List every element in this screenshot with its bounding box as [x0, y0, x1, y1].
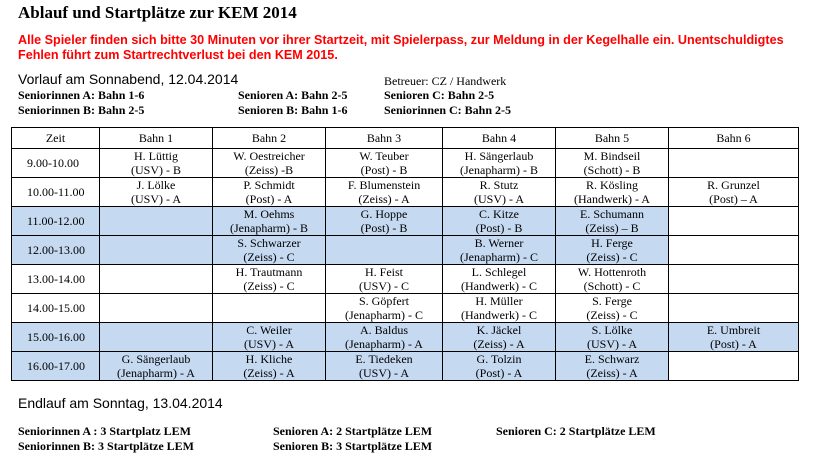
startplaetze-col1 — [18, 424, 194, 454]
player-cell — [213, 352, 326, 381]
column-header: Bahn 3 — [326, 128, 443, 149]
player-club: (Post) - A — [245, 192, 293, 206]
column-header: Bahn 6 — [669, 128, 799, 149]
player-name: J. Lölke — [136, 178, 176, 192]
player-name: P. Schmidt — [243, 178, 295, 192]
player-name: H. Lüttig — [134, 149, 178, 163]
time-cell: 10.00-11.00 — [12, 178, 100, 207]
column-header: Bahn 5 — [556, 128, 669, 149]
player-name: S. Göpfert — [359, 294, 409, 308]
startplaetze-item: Seniorinnen B: 3 Startplätze LEM — [18, 439, 194, 453]
player-name: G. Sängerlaub — [121, 352, 191, 366]
player-cell — [213, 323, 326, 352]
player-club: (Handwerk) - C — [461, 279, 537, 293]
player-club: (Zeiss) - A — [586, 366, 638, 380]
player-cell — [326, 207, 443, 236]
startplaetze-col2 — [273, 424, 432, 454]
empty-lane-cell — [100, 207, 213, 236]
player-club: (Schott) - C — [583, 279, 641, 293]
player-cell — [326, 178, 443, 207]
empty-lane-cell — [100, 323, 213, 352]
empty-lane-cell — [669, 207, 799, 236]
player-name: H. Müller — [475, 294, 523, 308]
player-name: H. Trautmann — [235, 265, 303, 279]
lane-allocation-item: Seniorinnen B: Bahn 2-5 — [18, 103, 145, 117]
player-club: (Handwerk) - C — [461, 308, 537, 322]
schedule-table — [11, 127, 799, 381]
player-club: (Zeiss) – B — [585, 221, 639, 235]
player-name: B. Werner — [474, 236, 524, 250]
player-club: (Jenapharm) - A — [345, 337, 423, 351]
startplaetze-col3 — [496, 424, 656, 439]
startplaetze-item: Senioren B: 3 Startplätze LEM — [273, 439, 433, 453]
lane-allocation-item: Senioren B: Bahn 1-6 — [238, 103, 348, 117]
table-row — [12, 207, 799, 236]
player-name: G. Tolzin — [476, 352, 522, 366]
empty-lane-cell — [669, 236, 799, 265]
player-club: (Zeiss) - C — [243, 279, 295, 293]
empty-lane-cell — [669, 149, 799, 178]
player-cell — [326, 352, 443, 381]
player-name: G. Hoppe — [360, 207, 408, 221]
player-cell — [443, 236, 556, 265]
player-name: H. Ferge — [591, 236, 633, 250]
player-cell — [443, 149, 556, 178]
startplaetze-item: Seniorinnen A : 3 Startplatz LEM — [18, 424, 192, 438]
player-club: (Post) – A — [709, 192, 758, 206]
player-name: R. Grunzel — [707, 178, 760, 192]
player-name: S. Lölke — [591, 323, 633, 337]
player-name: A. Baldus — [360, 323, 408, 337]
table-row — [12, 265, 799, 294]
player-club: (Post) - B — [360, 221, 408, 235]
player-cell — [556, 236, 669, 265]
player-club: (USV) - A — [359, 366, 409, 380]
empty-lane-cell — [100, 294, 213, 323]
table-row — [12, 149, 799, 178]
player-name: E. Schwarz — [584, 352, 640, 366]
empty-lane-cell — [669, 352, 799, 381]
player-cell — [443, 323, 556, 352]
player-cell — [556, 149, 669, 178]
table-row — [12, 178, 799, 207]
player-club: (Jenapharm) - C — [460, 250, 538, 264]
time-cell: 9.00-10.00 — [12, 149, 100, 178]
player-club: (USV) - A — [474, 192, 524, 206]
player-club: (USV) - A — [244, 337, 294, 351]
endlauf-heading: Endlauf am Sonntag, 13.04.2014 — [18, 395, 223, 411]
notice-text: Alle Spieler finden sich bitte 30 Minuten vor ihrer Startzeit, mit Spielerpass, zur Meldung in der Kegelhalle ein. Unentschuldigtes Fehlen führt zum Startrechtverlust bei den KEM 2015. — [18, 33, 784, 62]
player-cell — [326, 294, 443, 323]
time-cell: 11.00-12.00 — [12, 207, 100, 236]
betreuer-text: Betreuer: CZ / Handwerk — [384, 74, 507, 88]
player-club: (USV) - A — [131, 192, 181, 206]
empty-lane-cell — [326, 236, 443, 265]
player-name: H. Kliche — [245, 352, 293, 366]
player-name: K. Jäckel — [476, 323, 522, 337]
player-club: (Jenapharm) - A — [117, 366, 195, 380]
player-name: R. Kösling — [585, 178, 638, 192]
player-club: (Post) - B — [360, 163, 408, 177]
player-cell — [556, 294, 669, 323]
lane-allocation-col2 — [238, 88, 347, 118]
player-name: F. Blumenstein — [347, 178, 421, 192]
column-header: Bahn 2 — [213, 128, 326, 149]
time-cell: 15.00-16.00 — [12, 323, 100, 352]
table-header-row — [12, 128, 799, 149]
player-cell — [556, 352, 669, 381]
player-club: (USV) - A — [587, 337, 637, 351]
player-cell — [556, 178, 669, 207]
player-name: E. Tiedeken — [355, 352, 413, 366]
player-cell — [213, 178, 326, 207]
player-club: (Jenapharm) - B — [460, 163, 538, 177]
column-header: Zeit — [12, 128, 100, 149]
player-club: (Jenapharm) - C — [345, 308, 423, 322]
player-club: (Zeiss) - A — [243, 366, 295, 380]
player-name: R. Stutz — [479, 178, 519, 192]
player-cell — [443, 178, 556, 207]
player-club: (Zeiss) - A — [473, 337, 525, 351]
table-row — [12, 294, 799, 323]
player-cell — [443, 207, 556, 236]
page-title: Ablauf und Startplätze zur KEM 2014 — [18, 3, 297, 22]
player-cell — [100, 149, 213, 178]
player-cell — [443, 265, 556, 294]
lane-allocation-item: Senioren A: Bahn 2-5 — [238, 88, 348, 102]
time-cell: 14.00-15.00 — [12, 294, 100, 323]
player-club: (Jenapharm) - B — [230, 221, 308, 235]
player-name: S. Schwarzer — [237, 236, 301, 250]
player-club: (Post) - A — [475, 366, 523, 380]
column-header: Bahn 1 — [100, 128, 213, 149]
player-cell — [326, 149, 443, 178]
player-cell — [213, 149, 326, 178]
time-cell: 13.00-14.00 — [12, 265, 100, 294]
player-cell — [100, 178, 213, 207]
player-name: C. Kitze — [479, 207, 519, 221]
lane-allocation-col3 — [384, 88, 511, 118]
vorlauf-heading: Vorlauf am Sonnabend, 12.04.2014 — [18, 71, 239, 87]
empty-lane-cell — [669, 294, 799, 323]
player-cell — [556, 323, 669, 352]
table-row — [12, 323, 799, 352]
player-club: (Zeiss) - C — [586, 308, 638, 322]
lane-allocation-item: Seniorinnen C: Bahn 2-5 — [384, 103, 512, 117]
player-club: (USV) - B — [131, 163, 181, 177]
startplaetze-item: Senioren C: 2 Startplätze LEM — [496, 424, 656, 438]
column-header: Bahn 4 — [443, 128, 556, 149]
player-club: (USV) - C — [359, 279, 409, 293]
player-name: S. Ferge — [592, 294, 632, 308]
empty-lane-cell — [213, 294, 326, 323]
startplaetze-item: Senioren A: 2 Startplätze LEM — [273, 424, 433, 438]
player-name: L. Schlegel — [471, 265, 527, 279]
player-cell — [100, 352, 213, 381]
player-cell — [443, 294, 556, 323]
player-cell — [556, 207, 669, 236]
empty-lane-cell — [669, 265, 799, 294]
time-cell: 12.00-13.00 — [12, 236, 100, 265]
player-cell — [443, 352, 556, 381]
player-club: (Post) - B — [475, 221, 523, 235]
player-name: E. Umbreit — [706, 323, 761, 337]
empty-lane-cell — [100, 265, 213, 294]
player-cell — [326, 323, 443, 352]
player-name: W. Oestreicher — [233, 149, 305, 163]
player-club: (Zeiss) - C — [586, 250, 638, 264]
player-name: W. Hottenroth — [577, 265, 647, 279]
table-row — [12, 236, 799, 265]
player-name: H. Feist — [364, 265, 403, 279]
player-cell — [556, 265, 669, 294]
lane-allocation-item: Seniorinnen A: Bahn 1-6 — [18, 88, 145, 102]
time-cell: 16.00-17.00 — [12, 352, 100, 381]
player-name: W. Teuber — [359, 149, 409, 163]
player-cell — [213, 236, 326, 265]
player-club: (Zeiss) -B — [244, 163, 294, 177]
player-name: H. Sängerlaub — [464, 149, 534, 163]
player-name: E. Schumann — [580, 207, 644, 221]
lane-allocation-col1 — [18, 88, 144, 118]
player-name: M. Oehms — [243, 207, 295, 221]
player-name: C. Weiler — [246, 323, 292, 337]
player-club: (Zeiss) - A — [358, 192, 410, 206]
empty-lane-cell — [100, 236, 213, 265]
player-cell — [213, 265, 326, 294]
player-cell — [669, 178, 799, 207]
player-club: (Schott) - B — [583, 163, 641, 177]
player-cell — [326, 265, 443, 294]
player-club: (Post) - A — [710, 337, 757, 351]
player-club: (Handwerk) - A — [574, 192, 650, 206]
table-row — [12, 352, 799, 381]
player-cell — [213, 207, 326, 236]
player-club: (Zeiss) - C — [243, 250, 295, 264]
player-name: M. Bindseil — [583, 149, 641, 163]
lane-allocation-item: Senioren C: Bahn 2-5 — [384, 88, 495, 102]
player-cell — [669, 323, 799, 352]
